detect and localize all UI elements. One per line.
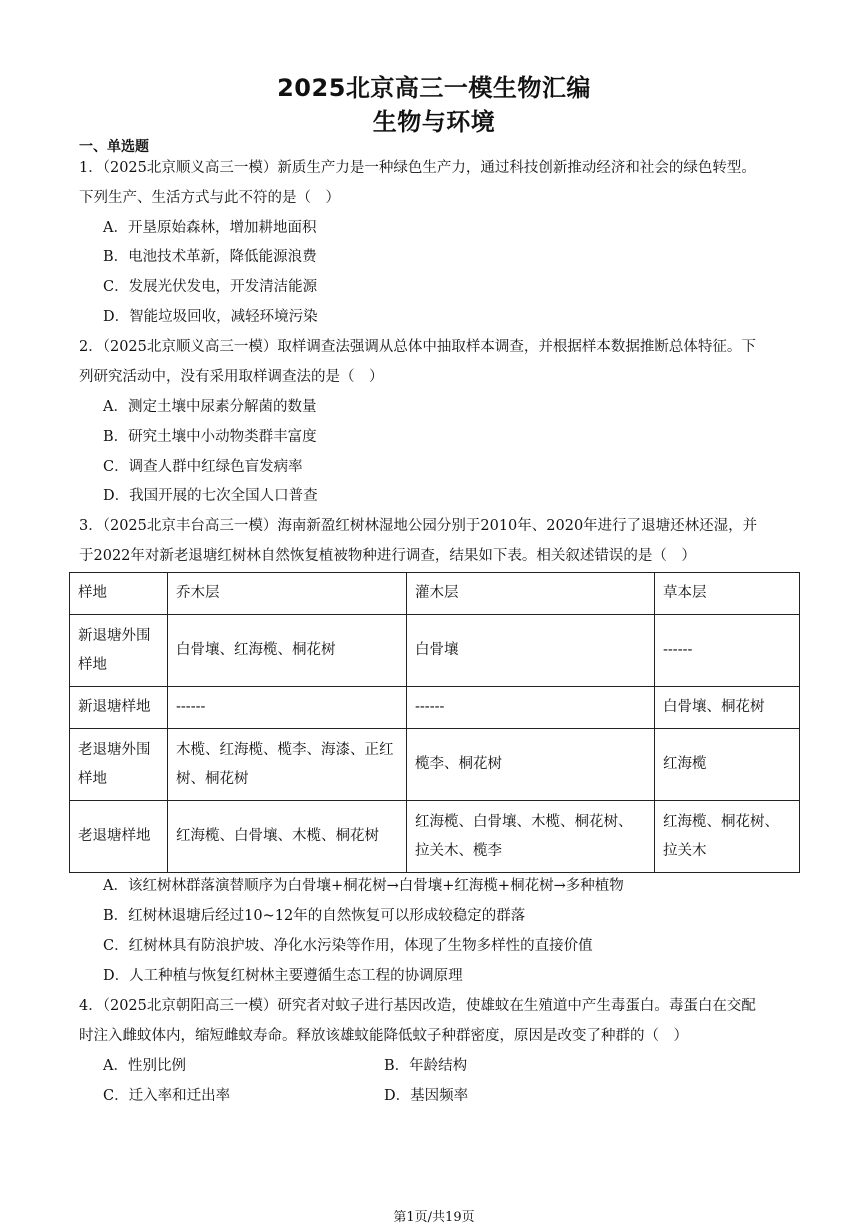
table-cell: 老退塘样地 [70,801,168,873]
question-2-option-a: A．测定土壤中尿素分解菌的数量 [103,399,317,415]
question-3-line-1: 3．（2025北京丰台高三一模）海南新盈红树林湿地公园分别于2010年、2020年进行了退塘还林还湿，并 [79,518,758,534]
question-3-option-d: D．人工种植与恢复红树林主要遵循生态工程的协调原理 [103,968,463,984]
table-cell: ------ [168,687,407,729]
table-header-cell: 草本层 [655,573,800,615]
table-cell: 白骨壤、桐花树 [655,687,800,729]
table-row [70,729,800,801]
table-row [70,615,800,687]
table-cell: 新退塘外围样地 [70,615,168,687]
table-cell: 白骨壤、红海榄、桐花树 [168,615,407,687]
table-header-cell: 灌木层 [407,573,655,615]
question-1-line-1: 1．（2025北京顺义高三一模）新质生产力是一种绿色生产力，通过科技创新推动经济和社会的绿色转型。 [79,160,756,176]
question-2-line-1: 2．（2025北京顺义高三一模）取样调查法强调从总体中抽取样本调查，并根据样本数据推断总体特征。下 [79,339,756,355]
table-header-row [70,573,800,615]
question-4-line-1: 4．（2025北京朝阳高三一模）研究者对蚊子进行基因改造，使雄蚊在生殖道中产生毒蛋白。毒蛋白在交配 [79,998,756,1014]
question-2-option-c: C．调查人群中红绿色盲发病率 [103,459,303,475]
question-2-line-2: 列研究活动中，没有采用取样调查法的是（ ） [79,369,384,385]
question-2-option-b: B．研究土壤中小动物类群丰富度 [103,429,317,445]
table-cell: 红海榄、桐花树、拉关木 [655,801,800,873]
table-cell: 红海榄 [655,729,800,801]
species-survey-table [69,572,800,873]
table-row [70,801,800,873]
table-cell: 新退塘样地 [70,687,168,729]
table-cell: 老退塘外围样地 [70,729,168,801]
question-4-option-d: D．基因频率 [384,1088,469,1104]
table-header-cell: 样地 [70,573,168,615]
document-title: 2025北京高三一模生物汇编 [277,74,591,102]
table-row [70,687,800,729]
question-3-line-2: 于2022年对新老退塘红树林自然恢复植被物种进行调查，结果如下表。相关叙述错误的是（ ） [79,548,696,564]
table-cell: 榄李、桐花树 [407,729,655,801]
question-2-option-d: D．我国开展的七次全国人口普查 [103,488,318,504]
question-1-option-a: A．开垦原始森林，增加耕地面积 [103,220,317,236]
question-3-option-c: C．红树林具有防浪护坡、净化水污染等作用，体现了生物多样性的直接价值 [103,938,593,954]
question-1-option-c: C．发展光伏发电，开发清洁能源 [103,279,318,295]
question-3-option-a: A．该红树林群落演替顺序为白骨壤+桐花树→白骨壤+红海榄+桐花树→多种植物 [103,878,624,894]
question-4-option-b: B．年龄结构 [384,1058,468,1074]
table-cell: 红海榄、白骨壤、木榄、桐花树、拉关木、榄李 [407,801,655,873]
table-cell: 红海榄、白骨壤、木榄、桐花树 [168,801,407,873]
table-cell: ------ [407,687,655,729]
section-heading: 一、单选题 [79,139,149,155]
table-cell: 木榄、红海榄、榄李、海漆、正红树、桐花树 [168,729,407,801]
question-1-option-d: D．智能垃圾回收，减轻环境污染 [103,309,318,325]
question-3-option-b: B．红树林退塘后经过10~12年的自然恢复可以形成较稳定的群落 [103,908,526,924]
question-1-line-2: 下列生产、生活方式与此不符的是（ ） [79,190,340,206]
page-footer: 第1页/共19页 [393,1210,475,1225]
table-cell: ------ [655,615,800,687]
question-4-line-2: 时注入雌蚊体内，缩短雌蚊寿命。释放该雄蚊能降低蚊子种群密度，原因是改变了种群的（ ） [79,1028,688,1044]
question-4-option-a: A．性别比例 [103,1058,186,1074]
question-4-option-c: C．迁入率和迁出率 [103,1088,231,1104]
document-subtitle: 生物与环境 [372,108,496,136]
table-header-cell: 乔木层 [168,573,407,615]
question-1-option-b: B．电池技术革新，降低能源浪费 [103,249,317,265]
table-cell: 白骨壤 [407,615,655,687]
